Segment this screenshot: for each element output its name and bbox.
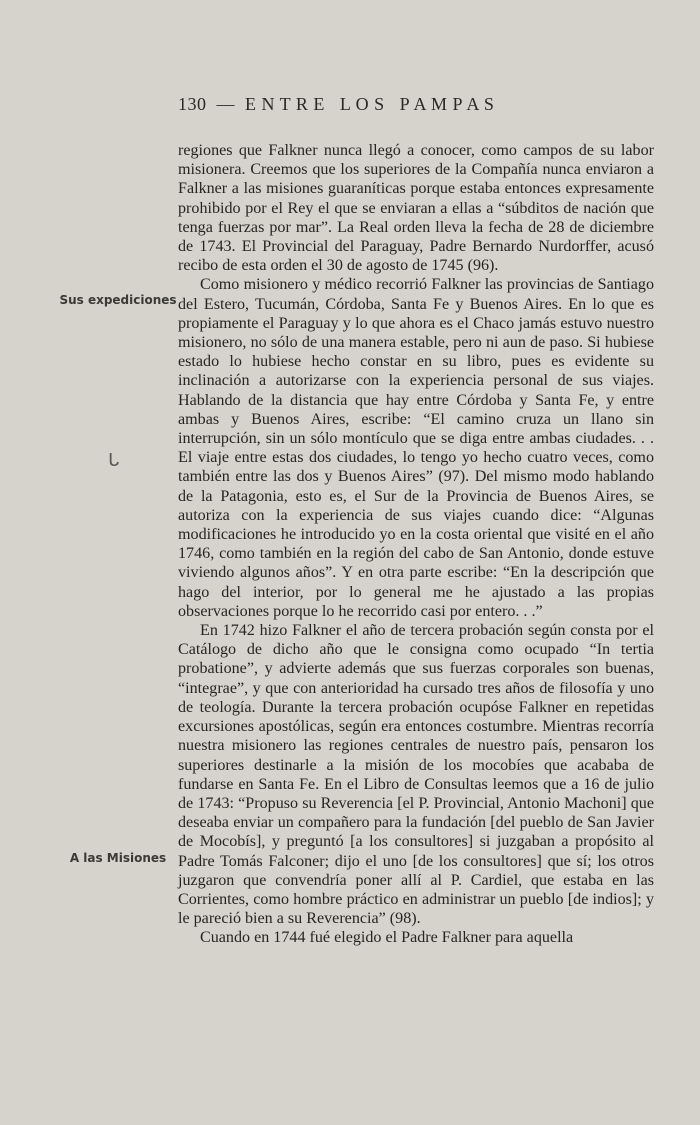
stray-pencil-mark: ᒐ <box>108 450 120 470</box>
paragraph-1: regiones que Falkner nunca llegó a conocer, como campos de su labor misionera. Creemos que los superiores de la Compañía nunca enviaron a Falkner a las misiones guaraníticas porque estaba entonces expresamente prohibido por el Rey el que se enviaran a ellas a “súbditos de nación que tenga fuerzas por mar”. La Real orden lleva la fecha de 28 de diciembre de 1743. El Provincial del Paraguay, Padre Bernardo Nurdorffer, acusó recibo de esta orden el 30 de agosto de 1745 (96). <box>178 142 654 275</box>
book-title: E N T R E L O S P A M P A S <box>245 94 495 114</box>
paragraph-2: Como misionero y médico recorrió Falkner las provincias de Santiago del Estero, Tucumán, Córdoba, Santa Fe y Buenos Aires. En lo que es propiamente el Paraguay y lo que ahora es el Chaco jamás estuvo nuestro misionero, no sólo de una manera estable, pero ni aun de paso. Si hubiese estado lo hubiese hecho constar en su libro, pues es evidente su inclinación a autorizarse con la experiencia personal de sus viajes. Hablando de la distancia que hay entre Córdoba y Santa Fe, y entre ambas y Buenos Aires, escribe: “El camino cruza un llano sin interrupción, sin un sólo montículo que se diga entre ambas ciudades. . . El viaje entre estas dos ciudades, lo tengo yo hecho cuatro veces, como también entre las dos y Buenos Aires” (97). Del mismo modo hablando de la Patagonia, esto es, el Sur de la Provincia de Buenos Aires, se autoriza con la experiencia de sus viajes cuando dice: “Algunas modificaciones he introducido yo en la costa oriental que visité en el año 1746, como también en la región del cabo de San Antonio, donde estuve viviendo algunos años”. Y en otra parte escribe: “En la descripción que hago del interior, por lo general me he ajustado a las propias observaciones porque lo he recorrido casi por entero. . .” <box>178 276 654 620</box>
header-dash: — <box>216 94 235 114</box>
page-number: 130 <box>178 94 207 114</box>
main-text <box>178 141 654 948</box>
margin-note-a-las-misiones: A las Misiones <box>69 851 167 865</box>
paragraph-3: En 1742 hizo Falkner el año de tercera probación según consta por el Catálogo de dicho año que le consigna como ocupado “In tertia probatione”, y advierte además que sus fuerzas corporales son buenas, “integrae”, y que con anterioridad ha cursado tres años de filosofía y uno de teología. Durante la tercera probación ocupóse Falkner en repetidas excursiones apostólicas, según era entonces costumbre. Mientras recorría nuestra misionero las regiones centrales de nuestro país, pensaron los superiores destinarle a la misión de los mocobíes que acababa de fundarse en Santa Fe. En el Libro de Consultas leemos que a 16 de julio de 1743: “Propuso su Reverencia [el P. Provincial, Antonio Machoni] que deseaba enviar un compañero para la fundación [del pueblo de San Javier de Mocobís], y preguntó [a los consultores] si juzgaban a propósito al Padre Tomás Falconer; dijo el uno [de los consultores] que sí; los otros juzgaron que convendría poner allí al P. Cardiel, que estaba en las Corrientes, como hombre práctico en administrar un pueblo [de indios]; y le pareció bien a su Reverencia” (98). <box>178 622 654 928</box>
paragraph-4: Cuando en 1744 fué elegido el Padre Falkner para aquella <box>200 929 574 947</box>
running-header <box>178 94 658 115</box>
margin-note-sus-expediciones: Sus expediciones <box>59 293 177 307</box>
